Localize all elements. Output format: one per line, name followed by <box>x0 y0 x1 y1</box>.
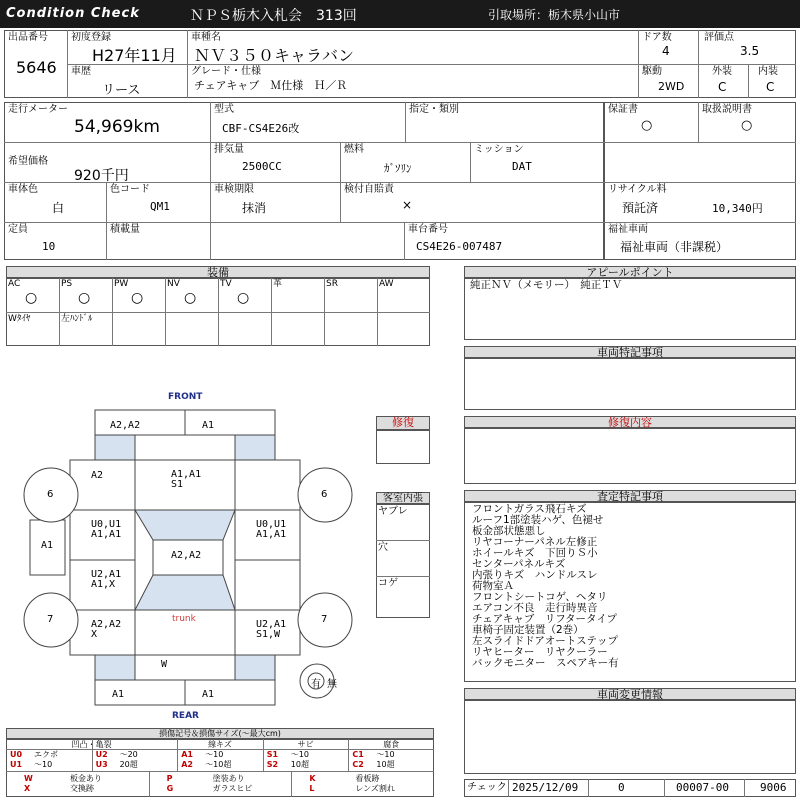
first-reg-label: 初度登録 <box>71 32 111 43</box>
legend-mark-code: L <box>309 784 315 793</box>
appeal-text: 純正ＮＶ（メモリー） 純正ＴＶ <box>470 279 623 291</box>
color-value: 白 <box>52 201 65 215</box>
equipment-label: AC <box>8 279 21 289</box>
legend-mark-desc: 交換跡 <box>70 784 94 793</box>
legend-code: U1 <box>10 760 23 769</box>
mission-label: ミッション <box>474 144 524 155</box>
interior-value: C <box>766 80 775 94</box>
legend-mark-code: P <box>166 774 173 783</box>
load-label: 積載量 <box>110 224 140 235</box>
legend-code: A1 <box>181 750 193 759</box>
inspect-note: 車椅子固定装置（2巻） <box>472 624 584 636</box>
legend-desc: 〜10 <box>290 750 309 759</box>
grade-label: グレード・仕様 <box>191 66 261 77</box>
history-value: リース <box>102 83 141 98</box>
hood-left-code: A2,A2 <box>110 420 141 431</box>
recycle-amount: 10,340円 <box>712 202 763 215</box>
special-box <box>464 358 796 410</box>
car-name-value: ＮＶ３５０キャラバン <box>194 46 355 65</box>
manual-value: ○ <box>741 118 753 133</box>
first-reg-value: H27年11月 <box>92 46 177 65</box>
warranty-label: 保証書 <box>608 104 638 115</box>
chassis-value: CS4E26-007487 <box>416 240 503 253</box>
capacity-label: 定員 <box>8 224 28 235</box>
lot-number: 5646 <box>16 58 57 77</box>
legend-desc: 〜10超 <box>205 760 232 769</box>
inspect-note: リヤコーナーパネル左修正 <box>472 536 598 548</box>
legend-mark-desc: レンズ割れ <box>355 784 395 793</box>
legend-code: A2 <box>181 760 193 769</box>
interior-box <box>376 504 430 618</box>
door-fl-code: U0,U1 A1,A1 <box>91 519 122 540</box>
rear-label: REAR <box>172 711 199 721</box>
history-label: 車歴 <box>71 66 91 77</box>
equipment-label: PS <box>61 279 73 289</box>
inspect-header: 査定特記事項 <box>464 490 796 502</box>
legend-heading: 線キズ <box>208 740 232 749</box>
recycle-label: リサイクル料 <box>608 184 667 195</box>
legend-mark-code: X <box>24 784 31 793</box>
repair-box <box>376 430 430 464</box>
tire-rr: 7 <box>321 614 328 625</box>
mileage-value: 54,969km <box>74 117 160 137</box>
legend-mark-desc: 板金あり <box>70 774 102 783</box>
legend-desc: 20超 <box>119 760 138 769</box>
inspect-note: センターパネルキズ <box>472 558 566 570</box>
footer-zero: 0 <box>618 781 625 794</box>
interior-label: 内装 <box>758 66 778 77</box>
header-title: Condition Check <box>6 6 140 21</box>
smoke-no: 無 <box>327 679 337 690</box>
legend-mark-code: W <box>24 774 33 783</box>
equipment-label: PW <box>114 279 129 289</box>
legend-desc: 〜10 <box>34 760 53 769</box>
center-code: A2,A2 <box>171 550 202 561</box>
inspect-note: エアコン不良 走行時異音 <box>472 602 598 614</box>
legend-mark-desc: 塗装あり <box>212 774 245 783</box>
price-value: 920千円 <box>74 168 129 184</box>
drive-label: 駆動 <box>642 66 662 77</box>
tailgate-code: W <box>161 659 168 670</box>
check-label: チェック <box>467 782 507 793</box>
door-rl-code: U2,A1 A1,X <box>91 569 122 590</box>
change-header: 車両変更情報 <box>464 688 796 700</box>
legend-heading: サビ <box>297 740 314 749</box>
special-header: 車両特記事項 <box>464 346 796 358</box>
bumper-right-code: A1 <box>202 689 215 700</box>
doors-label: ドア数 <box>642 32 672 43</box>
inspect-note: 荷物室Ａ <box>472 580 514 592</box>
car-name-label: 車種名 <box>191 32 221 43</box>
legend-desc: 10超 <box>376 760 395 769</box>
welfare-value: 福祉車両（非課税） <box>620 240 729 254</box>
warranty-value: ○ <box>641 118 653 133</box>
legend-desc: エクボ <box>34 750 58 759</box>
equipment-label: 左ﾊﾝﾄﾞﾙ <box>61 314 93 324</box>
header-pickup: 引取場所：栃木県小山市 <box>488 8 621 22</box>
tire-fl: 6 <box>47 489 54 500</box>
roof-top-code: A1,A1 S1 <box>171 469 202 490</box>
category-label: 指定・類別 <box>409 104 459 115</box>
change-box <box>464 700 796 774</box>
legend-heading: 凹凸・亀裂 <box>71 740 112 749</box>
repair-header: 修復 <box>376 416 430 430</box>
inspect-note: 板金部状態悪し <box>472 525 546 537</box>
front-label: FRONT <box>168 392 203 402</box>
legend-mark-code: K <box>309 774 316 783</box>
welfare-label: 福祉車両 <box>608 224 648 235</box>
inspect-note: フロントガラス飛石キズ <box>472 503 587 515</box>
capacity-value: 10 <box>42 240 56 253</box>
color-code-value: QM1 <box>150 200 170 213</box>
legend-mark-desc: 看板跡 <box>355 774 380 783</box>
equipment-label: TV <box>220 279 232 289</box>
smoke-yes: 有 <box>311 679 321 690</box>
inspect-note: バックモニター スペアキー有 <box>472 657 619 669</box>
appeal-header: アピールポイント <box>464 266 796 278</box>
bumper-left-code: A1 <box>112 689 125 700</box>
inspection-label: 車検期限 <box>214 184 254 195</box>
interior-header: 客室内張 <box>376 492 430 504</box>
car-diagram <box>0 400 440 720</box>
price-label: 希望価格 <box>8 156 48 167</box>
recycle-status: 預託済 <box>622 201 659 215</box>
inspection-value: 抹消 <box>242 201 267 215</box>
fuel-value: ｶﾞｿﾘﾝ <box>384 162 412 175</box>
equipment-mark: ○ <box>131 290 144 306</box>
model-label: 型式 <box>214 104 234 115</box>
rear-qr-code: U2,A1 S1,W <box>256 619 287 640</box>
inspect-note: 左スライドドアオートステップ <box>472 635 618 647</box>
legend-code: U3 <box>95 760 108 769</box>
color-label: 車体色 <box>8 184 38 195</box>
mileage-label: 走行メーター <box>8 104 68 115</box>
grade-value: チェアキャブ Ｍ仕様 Ｈ／Ｒ <box>194 79 348 92</box>
hood-right-code: A1 <box>202 420 215 431</box>
legend-code: C2 <box>352 760 364 769</box>
fender-fl-code: A2 <box>91 470 104 481</box>
equipment-label: 革 <box>273 279 283 289</box>
score-value: 3.5 <box>740 44 760 58</box>
lot-label: 出品番号 <box>8 32 48 43</box>
inspect-note: ルーフ1部塗装ハゲ、色褪せ <box>472 514 604 526</box>
legend-desc: 〜20 <box>119 750 138 759</box>
displacement-label: 排気量 <box>214 144 244 155</box>
left-side-code: A1 <box>41 540 54 551</box>
legend-desc: 〜10 <box>376 750 395 759</box>
score-label: 評価点 <box>704 32 734 43</box>
repair-content-box <box>464 428 796 484</box>
model-value: CBF-CS4E26改 <box>222 122 300 135</box>
equipment-mark: ○ <box>25 290 38 306</box>
tire-rl: 7 <box>47 614 54 625</box>
footer-date: 2025/12/09 <box>512 781 579 794</box>
equipment-header: 装備 <box>6 266 430 278</box>
drive-value: 2WD <box>658 80 685 93</box>
displacement-value: 2500CC <box>242 160 282 173</box>
equipment-mark: ○ <box>78 290 91 306</box>
doors-value: 4 <box>662 44 670 58</box>
exterior-value: C <box>718 80 727 94</box>
legend-header: 損傷記号＆損傷サイズ(〜最大cm) <box>6 728 434 739</box>
legend-mark-desc: ガラスヒビ <box>212 784 253 793</box>
inspect-note: 内張りキズ ハンドルスレ <box>472 569 598 581</box>
legend-code: S2 <box>266 760 279 769</box>
inspect-note: チェアキャブ リフタータイプ <box>472 613 618 625</box>
legend-heading: 腐食 <box>383 740 400 749</box>
equipment-mark: ○ <box>237 290 250 306</box>
interior-hole: 穴 <box>378 542 388 553</box>
rear-ql-code: A2,A2 X <box>91 619 122 640</box>
legend-code: U2 <box>95 750 108 759</box>
tire-fr: 6 <box>321 489 328 500</box>
trunk-label: trunk <box>172 614 196 624</box>
footer-code: 00007-00 <box>676 781 729 794</box>
chassis-label: 車台番号 <box>408 224 448 235</box>
footer-num: 9006 <box>760 781 787 794</box>
header-auction: ＮＰＳ栃木入札会 313回 <box>190 8 357 24</box>
selfcheck-value: × <box>402 198 413 212</box>
fuel-label: 燃料 <box>344 144 364 155</box>
legend-code: C1 <box>352 750 364 759</box>
equipment-label: Wﾀｲﾔ <box>8 314 31 324</box>
equipment-label: SR <box>326 279 338 289</box>
mission-value: DAT <box>512 160 532 173</box>
interior-tear: ヤブレ <box>378 506 408 517</box>
legend-code: U0 <box>10 750 23 759</box>
legend-desc: 〜10 <box>205 750 224 759</box>
equipment-mark: ○ <box>184 290 197 306</box>
repair-content-header: 修復内容 <box>464 416 796 428</box>
equipment-label: NV <box>167 279 180 289</box>
exterior-label: 外装 <box>712 66 732 77</box>
inspect-note: ホイールキズ 下回りＳ小 <box>472 547 598 559</box>
legend-desc: 10超 <box>290 760 309 769</box>
manual-label: 取扱説明書 <box>702 104 752 115</box>
mid-right-section <box>604 102 796 260</box>
inspect-note: リヤヒーター リヤクーラー <box>472 646 608 658</box>
color-code-label: 色コード <box>110 184 150 195</box>
interior-burn: コゲ <box>378 578 398 589</box>
door-fr-code: U0,U1 A1,A1 <box>256 519 287 540</box>
legend-mark-code: G <box>166 784 174 793</box>
inspect-note: フロントシートコゲ、ヘタリ <box>472 591 608 603</box>
equipment-label: AW <box>379 279 394 289</box>
legend-code: S1 <box>266 750 279 759</box>
selfcheck-label: 検付自賠責 <box>344 184 394 195</box>
